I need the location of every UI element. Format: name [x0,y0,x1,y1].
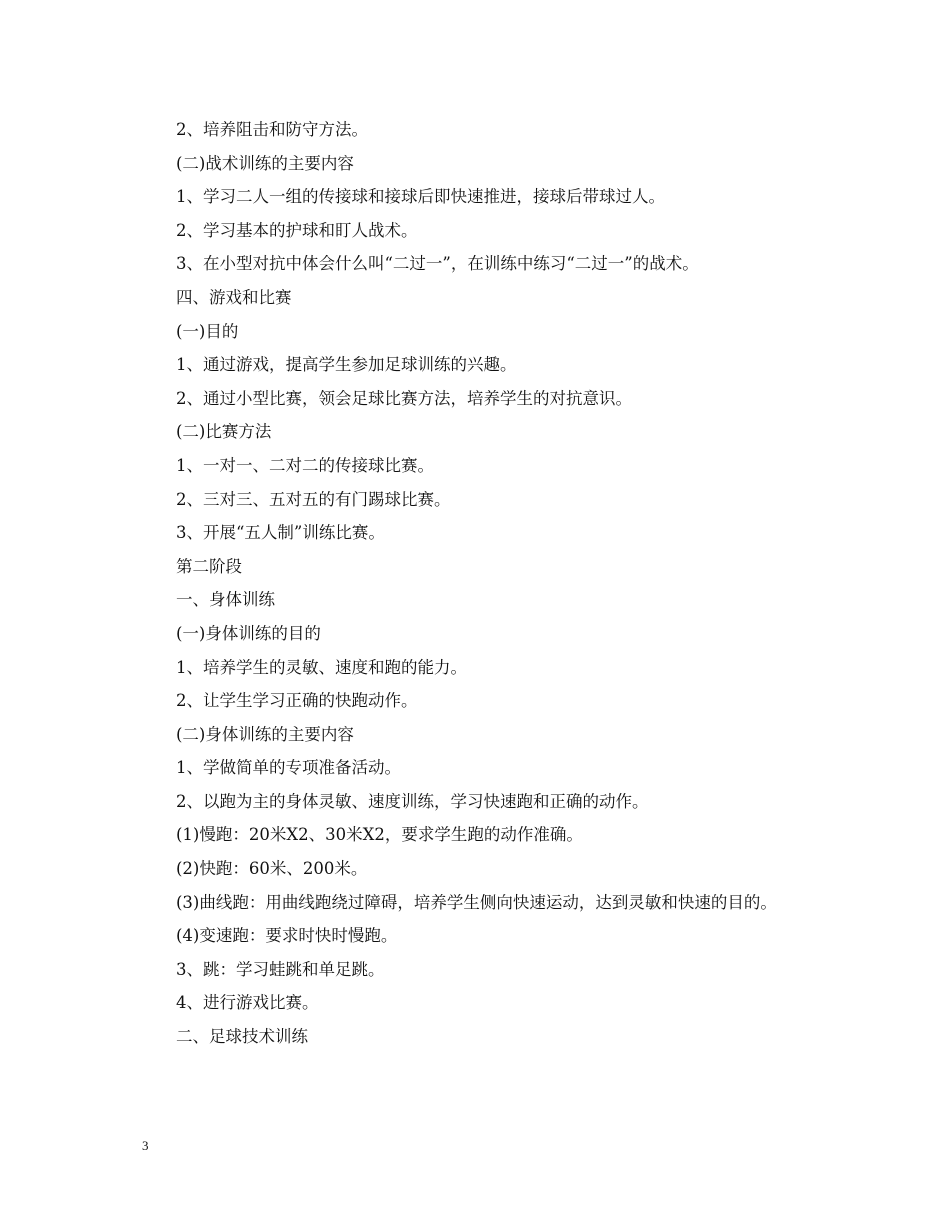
section-heading: (二)身体训练的主要内容 [176,724,354,744]
page-number: 3 [142,1138,149,1153]
paragraph: 1、学习二人一组的传接球和接球后即快速推进，接球后带球过人。 [176,187,665,207]
paragraph: 3、在小型对抗中体会什么叫“二过一”，在训练中练习“二过一”的战术。 [176,254,699,274]
paragraph: (3)曲线跑：用曲线跑绕过障碍，培养学生侧向快速运动，达到灵敏和快速的目的。 [176,892,777,912]
paragraph: 2、学习基本的护球和盯人战术。 [176,220,418,240]
section-heading: 二、足球技术训练 [176,1027,308,1047]
paragraph: 2、三对三、五对五的有门踢球比赛。 [176,489,451,509]
section-heading: (二)比赛方法 [176,422,272,442]
section-heading: (一)身体训练的目的 [176,623,321,643]
paragraph: 3、跳：学习蛙跳和单足跳。 [176,959,385,979]
section-heading: 第二阶段 [176,556,242,576]
paragraph: 2、通过小型比赛，领会足球比赛方法，培养学生的对抗意识。 [176,388,632,408]
section-heading: (一)目的 [176,321,239,341]
paragraph: (1)慢跑：20米X2、30米X2，要求学生跑的动作准确。 [176,825,583,845]
paragraph: 1、一对一、二对二的传接球比赛。 [176,455,434,475]
paragraph: 2、培养阻击和防守方法。 [176,120,368,139]
paragraph: 2、以跑为主的身体灵敏、速度训练，学习快速跑和正确的动作。 [176,791,649,811]
paragraph: 2、让学生学习正确的快跑动作。 [176,691,418,711]
document-body [142,113,814,1054]
paragraph: (2)快跑：60米、200米。 [176,859,368,879]
paragraph: 3、开展“五人制”训练比赛。 [176,523,385,543]
section-heading: 一、身体训练 [176,590,275,610]
paragraph: (4)变速跑：要求时快时慢跑。 [176,926,398,946]
section-heading: (二)战术训练的主要内容 [176,153,354,173]
paragraph: 1、通过游戏，提高学生参加足球训练的兴趣。 [176,355,517,375]
section-heading: 四、游戏和比赛 [176,287,292,307]
paragraph: 4、进行游戏比赛。 [176,993,319,1013]
paragraph: 1、学做简单的专项准备活动。 [176,758,401,778]
paragraph: 1、培养学生的灵敏、速度和跑的能力。 [176,657,467,677]
